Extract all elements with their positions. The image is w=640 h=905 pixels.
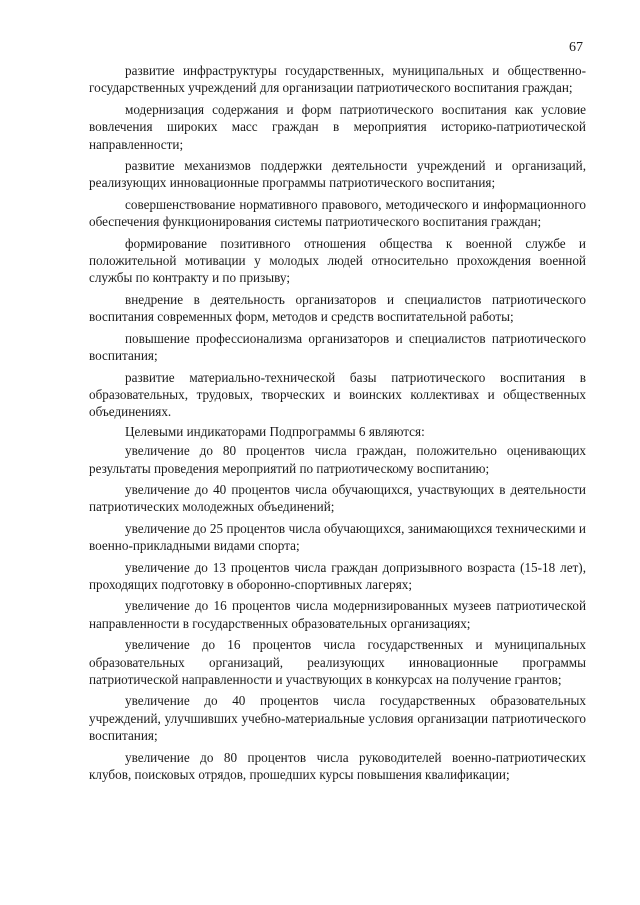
document-body xyxy=(89,62,586,787)
paragraph-regulatory-improvement: совершенствование нормативного правового, методического и информационного обеспечения функционирования системы патриотического воспитания граждан; xyxy=(89,196,586,230)
paragraph-indicator-citizens-assessment: увеличение до 80 процентов числа граждан, положительно оценивающих результаты проведения мероприятий по патриотическому воспитанию; xyxy=(89,443,586,476)
paragraph-indicator-technical-sports: увеличение до 25 процентов числа обучающихся, занимающихся техническими и военно-прикладными видами спорта; xyxy=(89,520,586,554)
paragraph-indicator-sports-camps: увеличение до 13 процентов числа граждан допризывного возраста (15-18 лет), проходящих подготовку в оборонно-спортивных лагерях; xyxy=(89,559,586,592)
paragraph-indicator-museums: увеличение до 16 процентов числа модернизированных музеев патриотической направленности в государственных образовательных организациях; xyxy=(89,598,586,631)
paragraph-support-mechanisms: развитие механизмов поддержки деятельности учреждений и организаций, реализующих инновационные программы патриотического воспитания; xyxy=(89,158,586,191)
paragraph-indicator-material-conditions: увеличение до 40 процентов числа государственных образовательных учреждений, улучшивших учебно-материальные условия организации патриотического воспитания; xyxy=(89,693,586,744)
page-number: 67 xyxy=(569,40,583,55)
paragraph-indicator-youth-associations: увеличение до 40 процентов числа обучающихся, участвующих в деятельности патриотических молодежных объединений; xyxy=(89,481,586,515)
paragraph-indicator-grant-competitions: увеличение до 16 процентов числа государственных и муниципальных образовательных организаций, реализующих инновационные программы патриотической направленности и участвующих в конкурсах на получение грантов; xyxy=(89,637,586,687)
paragraph-material-base: развитие материально-технической базы патриотического воспитания в образовательных, трудовых, творческих и воинских коллективах и общественных объединениях. xyxy=(89,369,586,420)
paragraph-modernization: модернизация содержания и форм патриотического воспитания как условие вовлечения широких масс граждан в мероприятия историко-патриотической направленности; xyxy=(89,101,586,152)
paragraph-infrastructure: развитие инфраструктуры государственных, муниципальных и общественно-государственных учреждений для организации патриотического воспитания граждан; xyxy=(89,63,586,96)
paragraph-military-service-attitude: формирование позитивного отношения общества к военной службе и положительной мотивации у молодых людей относительно прохождения военной службы по контракту и по призыву; xyxy=(89,235,586,286)
paragraph-indicator-leader-training: увеличение до 80 процентов числа руководителей военно-патриотических клубов, поисковых отрядов, прошедших курсы повышения квалификации; xyxy=(89,749,586,783)
paragraph-modern-methods: внедрение в деятельность организаторов и специалистов патриотического воспитания современных форм, методов и средств воспитательной работы; xyxy=(89,291,586,325)
paragraph-professionalism: повышение профессионализма организаторов и специалистов патриотического воспитания; xyxy=(89,330,586,364)
paragraph-target-indicators-heading: Целевыми индикаторами Подпрограммы 6 являются: xyxy=(125,423,425,439)
